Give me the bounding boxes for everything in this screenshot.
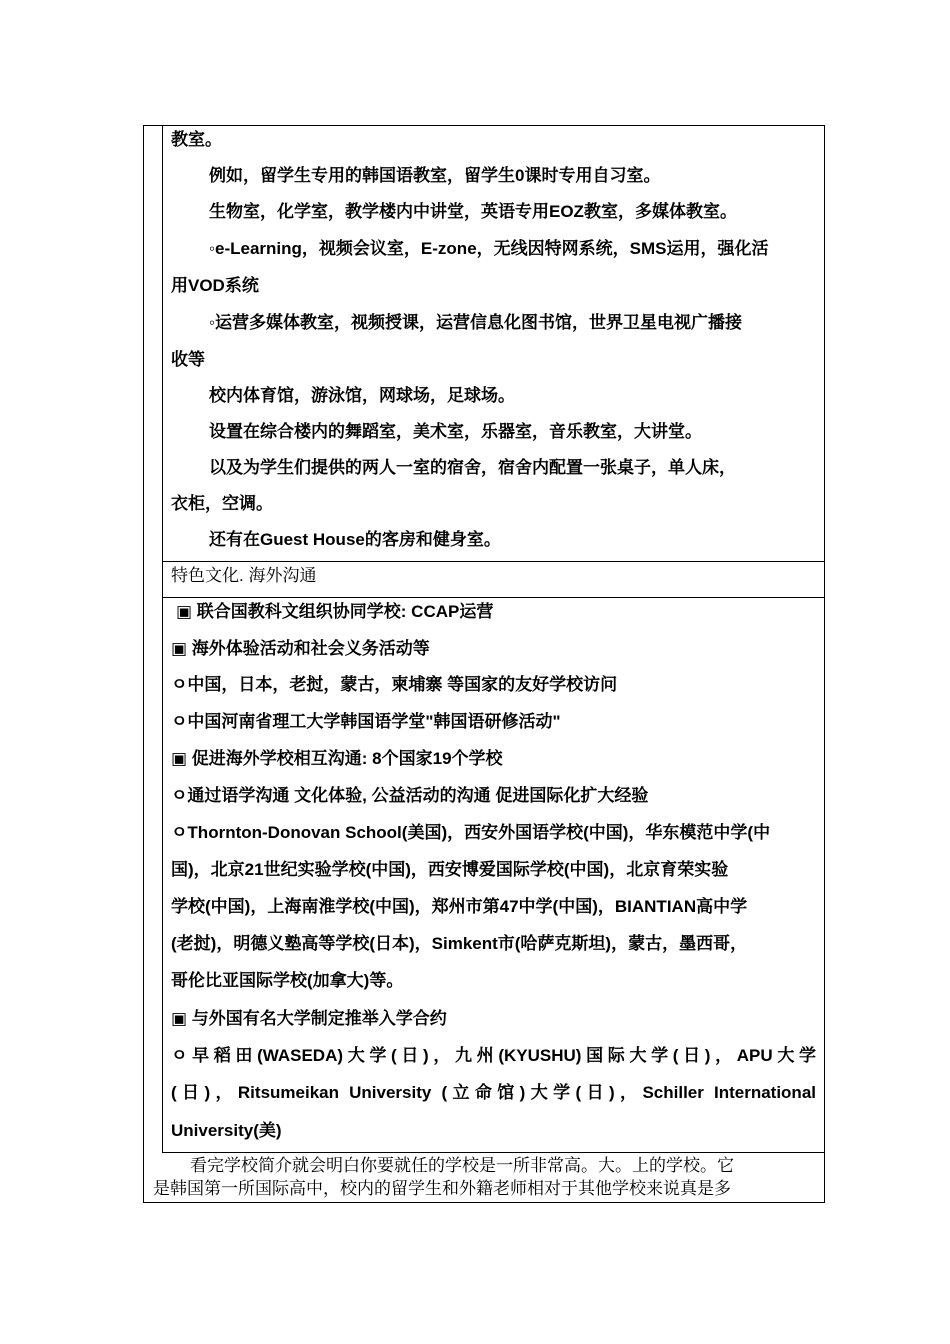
facility-line: 收等 [171, 350, 205, 369]
row-divider [162, 1152, 825, 1153]
overseas-line: (老挝)，明德义塾高等学校(日本)，Simkent市(哈萨克斯坦)，蒙古，墨西哥， [171, 934, 748, 953]
section-header: 特色文化. 海外沟通 [171, 566, 317, 585]
overseas-line: ▣ 联合国教科文组织协同学校: CCAP运营 [176, 602, 494, 621]
facility-line: 校内体育馆，游泳馆，网球场，足球场。 [209, 386, 515, 405]
facility-line: 例如，留学生专用的韩国语教室，留学生0课时专用自习室。 [209, 166, 661, 185]
body-paragraph-line: 是韩国第一所国际高中，校内的留学生和外籍老师相对于其他学校来说真是多 [153, 1179, 731, 1198]
overseas-line: 国)，北京21世纪实验学校(中国)，西安博爱国际学校(中国)，北京育荣实验 [171, 860, 729, 879]
table-border-top [143, 125, 825, 126]
overseas-line: ㅇ中国河南省理工大学韩国语学堂"韩国语研修活动" [171, 712, 561, 731]
facility-line: ◦e-Learning，视频会议室，E-zone，无线因特网系统，SMS运用，强化活 [209, 239, 769, 258]
facility-line: 生物室，化学室，教学楼内中讲堂，英语专用EOZ教室，多媒体教室。 [209, 202, 737, 221]
inner-column-divider [162, 125, 163, 1153]
table-border-right [824, 125, 825, 1203]
facility-line: 还有在Guest House的客房和健身室。 [209, 530, 501, 549]
overseas-line: ▣ 促进海外学校相互沟通: 8个国家19个学校 [171, 749, 503, 768]
facility-line: 用VOD系统 [171, 276, 259, 295]
facility-line: 衣柜，空调。 [171, 494, 273, 513]
overseas-line: University(美) [171, 1121, 282, 1140]
overseas-line: (日)，Ritsumeikan University (立命馆)大学(日)，Schiller International [171, 1083, 816, 1102]
overseas-line: ▣ 与外国有名大学制定推举入学合约 [171, 1009, 447, 1028]
facility-line: 教室。 [171, 130, 222, 149]
overseas-line: ▣ 海外体验活动和社会义务活动等 [171, 639, 430, 658]
row-divider [162, 561, 825, 562]
overseas-line: ㅇ通过语学沟通 文化体验, 公益活动的沟通 促进国际化扩大经验 [171, 786, 649, 805]
overseas-line: ㅇ中国，日本，老挝，蒙古，柬埔寨 等国家的友好学校访问 [171, 675, 618, 694]
overseas-line: ㅇThornton-Donovan School(美国)，西安外国语学校(中国)，华东模范中学(中 [171, 823, 771, 842]
facility-line: 设置在综合楼内的舞蹈室，美术室，乐器室，音乐教室，大讲堂。 [209, 422, 702, 441]
facility-line: ◦运营多媒体教室，视频授课，运营信息化图书馆，世界卫星电视广播接 [209, 313, 743, 332]
overseas-line: ㅇ早稻田(WASEDA)大学(日)，九州(KYUSHU)国际大学(日)，APU大学 [171, 1046, 816, 1065]
overseas-line: 学校(中国)，上海南淮学校(中国)，郑州市第47中学(中国)，BIANTIAN高中学 [171, 897, 748, 916]
body-paragraph-line: 看完学校简介就会明白你要就任的学校是一所非常高。大。上的学校。它 [190, 1156, 734, 1175]
row-divider [162, 597, 825, 598]
table-border-left [143, 125, 144, 1203]
table-border-bottom [143, 1202, 825, 1203]
facility-line: 以及为学生们提供的两人一室的宿舍，宿舍内配置一张桌子，单人床， [209, 458, 736, 477]
overseas-line: 哥伦比亚国际学校(加拿大)等。 [171, 971, 404, 990]
